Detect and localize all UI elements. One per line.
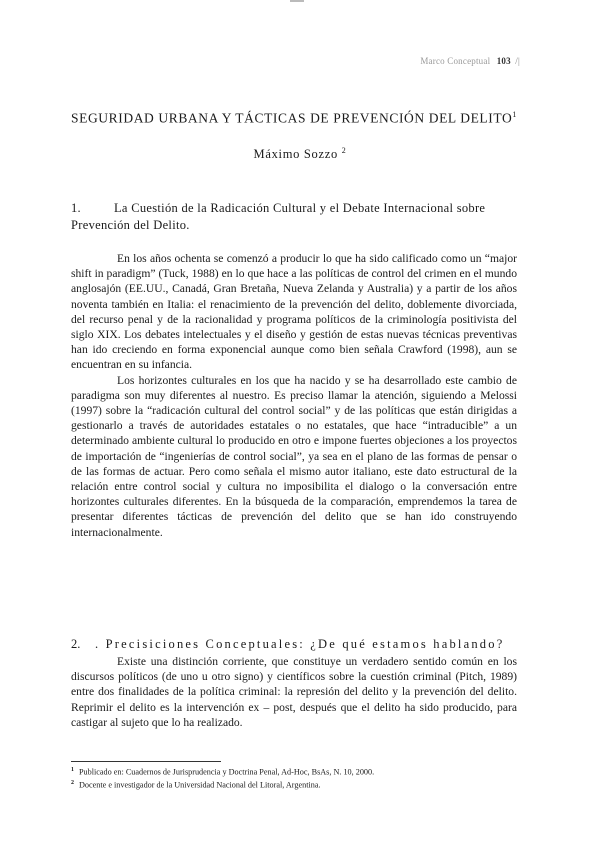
footnote-mark: 1 (71, 767, 74, 773)
title-text: SEGURIDAD URBANA Y TÁCTICAS DE PREVENCIÓN DEL DELITO (71, 110, 513, 126)
section-1-body (71, 251, 517, 540)
page-number: 103 (496, 56, 511, 66)
footnotes (71, 765, 517, 790)
running-header (420, 56, 520, 66)
footnote-separator (71, 761, 221, 762)
author-footnote-mark: 2 (341, 146, 347, 155)
article-title (71, 110, 517, 127)
section-2-body (71, 654, 517, 730)
author-name: Máximo Sozzo (253, 147, 338, 162)
running-title: Marco Conceptual (420, 56, 491, 66)
section-1-heading (71, 200, 529, 234)
author-line (0, 146, 600, 162)
footnote-text: Publicado en: Cuadernos de Jurisprudencia y Doctrina Penal, Ad-Hoc, BsAs, N. 10, 2000. (79, 767, 375, 777)
paragraph: Existe una distinción corriente, que constituye un verdadero sentido común en los discursos políticos (de uno u otro signo) y científicos sobre la cuestión criminal (Pitch, 1989) entre dos finalidades de la política criminal: la represión del delito y la prevención del delito. Reprimir el delito es la intervención ex – post, después que el delito ha sido producido, para castigar al sujeto que lo ha realizado. (71, 655, 517, 729)
section-2-title: . Precisiciones Conceptuales: ¿De qué estamos hablando? (95, 637, 505, 651)
section-2-number: 2. (71, 637, 81, 651)
section-2-heading (71, 636, 529, 653)
section-1-title: La Cuestión de la Radicación Cultural y el Debate Internacional sobre Prevención del Delito. (71, 201, 486, 232)
header-rule-glyph: /| (515, 56, 520, 66)
footnote (71, 765, 517, 778)
footnote (71, 778, 517, 791)
paragraph: En los años ochenta se comenzó a producir lo que ha sido calificado como un “major shift in paradigm” (Tuck, 1988) en lo que hace a las políticas de control del crimen en el mundo anglosajón (EE.UU., Canadá, Gran Bretaña, Nueva Zelanda y Australia) y a partir de los años noventa también en Italia: el renacimiento de la prevención del delito, doblemente divorciada, del recurso penal y de la racionalidad y programa políticos de la criminología positivista del siglo XIX. Los debates intelectuales y el diseño y gestión de estas nuevas técnicas preventivas han ido creciendo en forma exponencial aunque como bien señala Crawford (1998), aun se encuentran en su infancia. (71, 252, 517, 372)
scan-mark (290, 0, 304, 2)
footnote-text: Docente e investigador de la Universidad Nacional del Litoral, Argentina. (79, 780, 321, 790)
title-footnote-mark: 1 (512, 110, 517, 119)
footnote-mark: 2 (71, 779, 74, 786)
paragraph: Los horizontes culturales en los que ha nacido y se ha desarrollado este cambio de paradigma son muy diferentes al nuestro. Es preciso llamar la atención, siguiendo a Melossi (1997) sobre la “radicación cultural del control social” y de las políticas que están dirigidas a gestionarlo a través de autoridades estatales o no estatales, que hace “intraducible” a un determinado ambiente cultural lo producido en otro e impone fuertes objeciones a los proyectos de importación de “ingenierías de control social”, ya sea en el plano de las formas de pensar o de las formas de actuar. Pero como señala el mismo autor italiano, este dato estructural de la relación entre control social y cultura no imposibilita el dialogo o la conversación entre horizontes culturales diferentes. En la búsqueda de la comparación, emprendemos la tarea de presentar diferentes tácticas de prevención del delito que se han ido construyendo internacionalmente. (71, 373, 517, 539)
section-1-number: 1. (71, 201, 81, 215)
